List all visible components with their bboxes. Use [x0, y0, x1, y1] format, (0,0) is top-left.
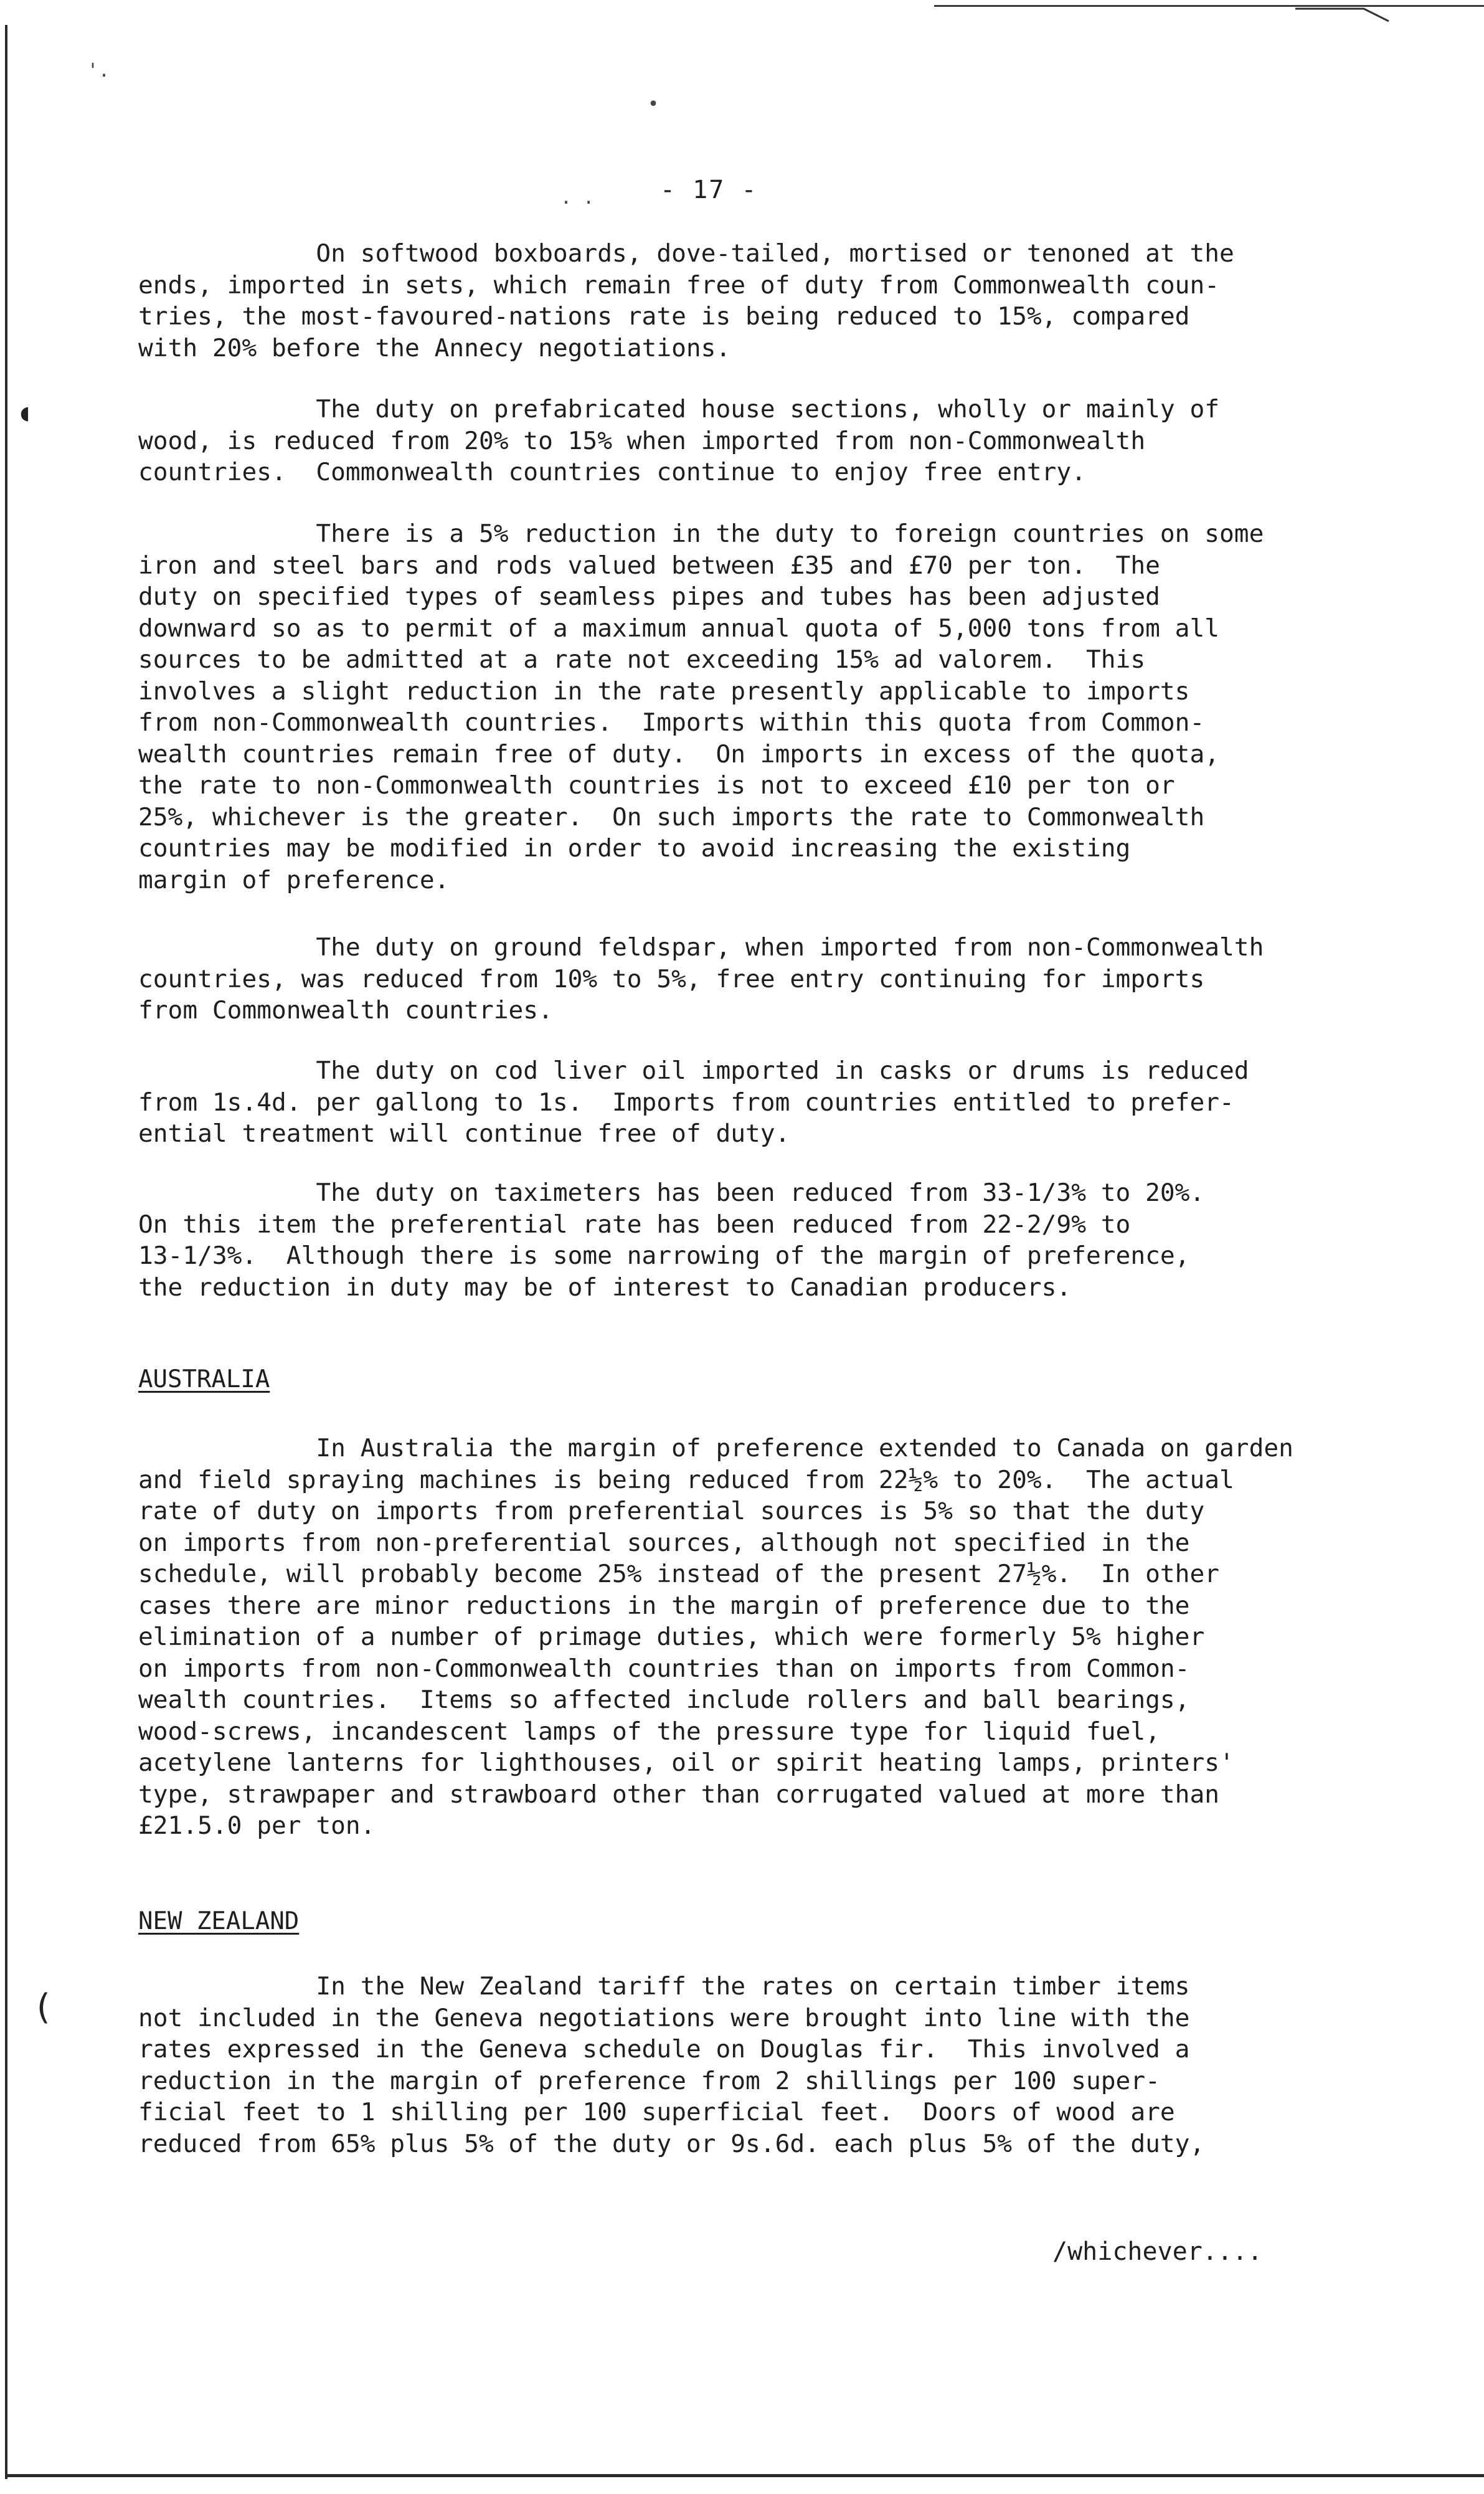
paragraph-iron-steel: There is a 5% reduction in the duty to foreign countries on some iron and steel bars and rods valued between £35 and £70 per ton. The duty on specified types of seamless pipes and tubes has been adjusted downward so as to permit of a maximum annual quota of 5,000 tons from all sources to be admitted at a rate not exceeding 15% ad valorem. This involves a slight reduction in the rate presently applicable to imports from non-Commonwealth countries. Imports within this quota from Common- wealth countries remain free of duty. On imports in excess of the quota, the rate to non-Commonwealth countries is not to exceed £10 per ton or 25%, whichever is the greater. On such imports the rate to Commonwealth countries may be modified in order to avoid increasing the existing margin of preference. — [138, 519, 1264, 894]
margin-bracket-mark: ( — [32, 1987, 54, 2027]
paragraph-house-sections: The duty on prefabricated house sections, wholly or mainly of wood, is reduced from 20% to 15% when imported from non-Commonwealth countries. Commonwealth countries continue to enjoy free entry. — [138, 395, 1220, 486]
paragraph-new-zealand: In the New Zealand tariff the rates on certain timber items not included in the Geneva negotiations were brought into line with the rates expressed in the Geneva schedule on Douglas fir. This involved a reduction in the margin of preference from 2 shillings per 100 super- ficial feet to 1 shilling per 100 superficial feet. Doors of wood are reduced from 65% plus 5% of the duty or 9s.6d. each plus 5% of the duty, — [138, 1972, 1205, 2158]
heading-australia: AUSTRALIA — [138, 1365, 270, 1393]
paragraph-cod-liver-oil: The duty on cod liver oil imported in casks or drums is reduced from 1s.4d. per gallong to 1s. Imports from countries entitled to prefer- ential treatment will continue free of duty. — [138, 1056, 1249, 1148]
scan-speck: '. — [87, 60, 110, 82]
paragraph-feldspar: The duty on ground feldspar, when imported from non-Commonwealth countries, was reduced from 10% to 5%, free entry continuing for imports from Commonwealth countries. — [138, 933, 1264, 1025]
heading-new-zealand: NEW ZEALAND — [138, 1907, 300, 1935]
page-border-left — [5, 25, 7, 2479]
punch-hole-mark: ◖ — [17, 399, 32, 426]
page-border-top — [934, 5, 1484, 7]
page-border-bottom — [5, 2474, 1484, 2477]
page-number: - 17 - — [660, 176, 758, 204]
continuation-marker: /whichever.... — [1052, 2237, 1263, 2266]
corner-mark — [1295, 1, 1395, 26]
paragraph-australia: In Australia the margin of preference extended to Canada on garden and field spraying machines is being reduced from 22½% to 20%. The actual rate of duty on imports from preferential sources is 5% so that the duty on imports from non-preferential sources, although not specified in the schedule, will probably become 25% instead of the present 27½%. In other cases there are minor reductions in the margin of preference due to the elimination of a number of primage duties, which were formerly 5% higher on imports from non-Commonwealth countries than on imports from Common- wealth countries. Items so affected include rollers and ball bearings, wood-screws, incandescent lamps of the pressure type for liquid fuel, acetylene lanterns for lighthouses, oil or spirit heating lamps, printers' type, strawpaper and strawboard other than corrugated valued at more than £21.5.0 per ton. — [138, 1434, 1293, 1840]
scan-speck: • — [648, 93, 659, 115]
scan-speck: . . — [560, 187, 595, 209]
paragraph-taximeters: The duty on taximeters has been reduced from 33-1/3% to 20%. On this item the preferential rate has been reduced from 22-2/9% to 13-1/3%. Although there is some narrowing of the margin of preference, the reduction in duty may be of interest to Canadian producers. — [138, 1178, 1205, 1302]
paragraph-boxboards: On softwood boxboards, dove-tailed, mortised or tenoned at the ends, imported in sets, which remain free of duty from Commonwealth coun- tries, the most-favoured-nations rate is being reduced to 15%, compared with 20% before the Annecy negotiations. — [138, 239, 1234, 363]
